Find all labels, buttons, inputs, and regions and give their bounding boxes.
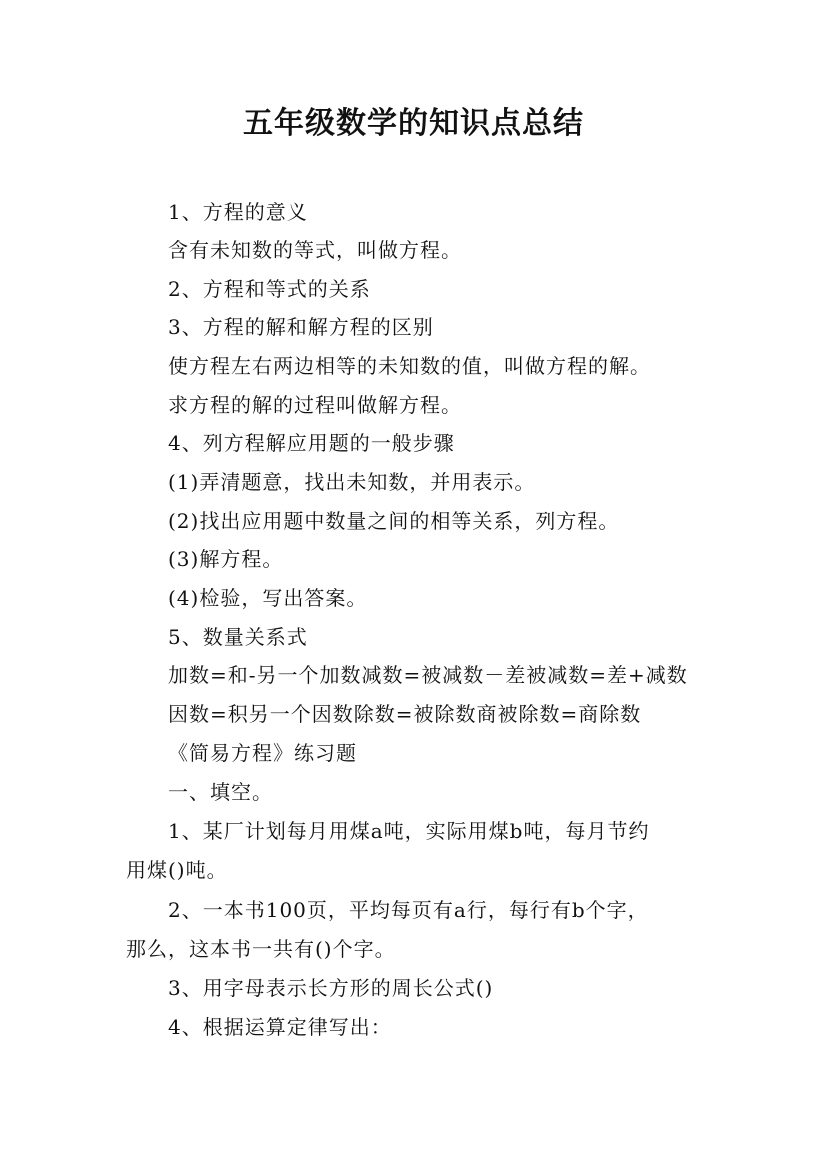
text-line: 1、方程的意义 (168, 200, 308, 224)
text-line: 加数=和-另一个加数减数=被减数－差被减数=差+减数 (168, 663, 688, 687)
text-line: 求方程的解的过程叫做解方程。 (168, 393, 462, 417)
text-line: (1)弄清题意，找出未知数，并用表示。 (168, 470, 536, 494)
text-line: (2)找出应用题中数量之间的相等关系，列方程。 (168, 509, 620, 533)
text-line: 用煤()吨。 (126, 858, 228, 882)
text-line: 3、方程的解和解方程的区别 (168, 315, 434, 339)
text-line: 《简易方程》练习题 (168, 741, 357, 765)
text-line: 3、用字母表示长方形的周长公式() (168, 976, 494, 1000)
text-line: 因数=积另一个因数除数=被除数商被除数=商除数 (168, 702, 642, 726)
text-line: 2、方程和等式的关系 (168, 277, 371, 301)
text-line: 一、填空。 (168, 780, 273, 804)
document-title: 五年级数学的知识点总结 (243, 106, 584, 141)
text-line: (4)检验，写出答案。 (168, 586, 368, 610)
text-line: 1、某厂计划每月用煤a吨，实际用煤b吨，每月节约 (168, 819, 650, 843)
text-line: 2、一本书100页，平均每页有a行，每行有b个字， (168, 898, 649, 922)
text-line: 4、列方程解应用题的一般步骤 (168, 431, 455, 455)
text-line: 5、数量关系式 (168, 625, 308, 649)
text-line: 那么，这本书一共有()个字。 (126, 937, 396, 961)
text-line: 4、根据运算定律写出： (168, 1015, 392, 1039)
text-line: 含有未知数的等式，叫做方程。 (168, 238, 462, 262)
text-line: 使方程左右两边相等的未知数的值，叫做方程的解。 (168, 354, 651, 378)
text-line: (3)解方程。 (168, 547, 284, 571)
